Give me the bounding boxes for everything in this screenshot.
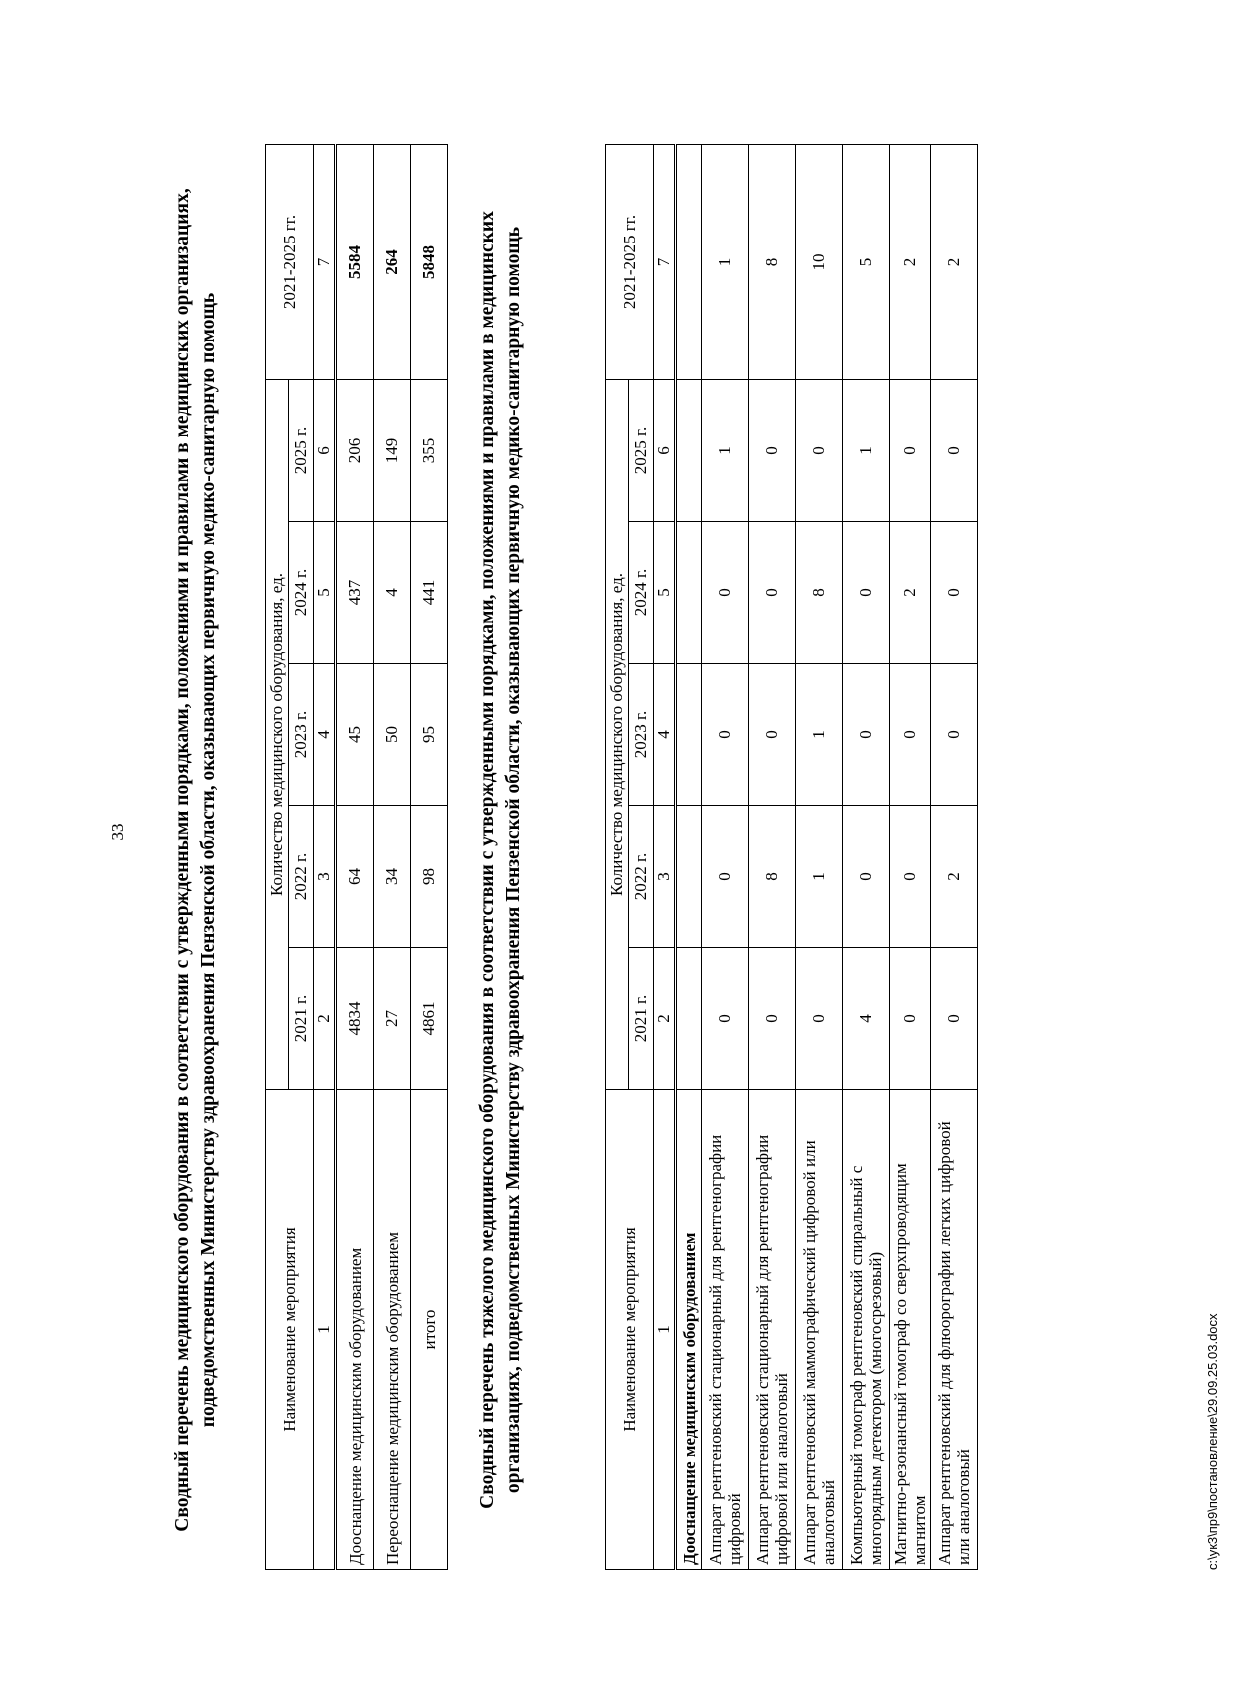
cell-total: 8 bbox=[749, 145, 796, 380]
row-name: Дооснащение медицинским оборудованием bbox=[336, 1090, 374, 1570]
row-name: итого bbox=[411, 1090, 448, 1570]
cell-value: 1 bbox=[843, 380, 890, 522]
file-path-footer: c:\ук3\пр9\постановление\29.09.25.03.docx bbox=[1205, 1313, 1220, 1570]
year-header: 2022 г. bbox=[629, 806, 654, 948]
cell-value: 0 bbox=[796, 380, 843, 522]
column-number: 2 bbox=[314, 948, 336, 1090]
cell-value: 0 bbox=[843, 522, 890, 664]
year-header: 2024 г. bbox=[289, 522, 314, 664]
cell-value: 0 bbox=[890, 806, 931, 948]
year-header: 2025 г. bbox=[629, 380, 654, 522]
cell-value: 0 bbox=[890, 380, 931, 522]
column-number: 5 bbox=[654, 522, 676, 664]
column-number: 2 bbox=[654, 948, 676, 1090]
column-group-header: Количество медицинского оборудования, ед. bbox=[606, 380, 629, 1090]
column-number: 1 bbox=[314, 1090, 336, 1570]
cell-value: 0 bbox=[843, 806, 890, 948]
cell-value: 355 bbox=[411, 380, 448, 522]
cell-value: 2 bbox=[931, 806, 978, 948]
column-number: 7 bbox=[314, 145, 336, 380]
year-header: 2025 г. bbox=[289, 380, 314, 522]
cell-value: 0 bbox=[890, 948, 931, 1090]
page-number: 33 bbox=[108, 823, 127, 841]
table-row bbox=[702, 145, 749, 1570]
table2-title: Сводный перечень тяжелого медицинского оборудования в соответствии с утвержденными порядками, положениями и правилами в медицинских организациях, подведомственных Министерству здравоохранения Пензенской области, оказывающих первичную медико-санитарную помощь bbox=[477, 211, 524, 1509]
column-number: 3 bbox=[654, 806, 676, 948]
cell-value: 0 bbox=[843, 664, 890, 806]
cell-total: 5848 bbox=[411, 145, 448, 380]
column-number: 4 bbox=[314, 664, 336, 806]
row-name: Аппарат рентгеновский стационарный для рентгенографии цифровой или аналоговый bbox=[749, 1090, 796, 1570]
cell-value: 8 bbox=[749, 806, 796, 948]
column-group-header: Количество медицинского оборудования, ед. bbox=[266, 380, 289, 1090]
equipment-summary-table bbox=[265, 144, 448, 1570]
year-header: 2022 г. bbox=[289, 806, 314, 948]
cell-total: 1 bbox=[702, 145, 749, 380]
cell-value: 2 bbox=[890, 522, 931, 664]
table-row-total bbox=[411, 145, 448, 1570]
cell-value: 45 bbox=[336, 664, 374, 806]
column-number: 4 bbox=[654, 664, 676, 806]
cell-value: 4 bbox=[374, 522, 411, 664]
cell-value: 0 bbox=[702, 948, 749, 1090]
section-row bbox=[676, 145, 702, 1570]
row-name: Магнитно-резонансный томограф со сверхпроводящим магнитом bbox=[890, 1090, 931, 1570]
cell-value: 149 bbox=[374, 380, 411, 522]
cell-value: 0 bbox=[749, 664, 796, 806]
cell-value: 441 bbox=[411, 522, 448, 664]
column-number: 7 bbox=[654, 145, 676, 380]
column-number: 1 bbox=[654, 1090, 676, 1570]
cell-value: 27 bbox=[374, 948, 411, 1090]
cell-value: 0 bbox=[702, 522, 749, 664]
cell-value: 0 bbox=[749, 380, 796, 522]
row-name: Аппарат рентгеновский стационарный для рентгенографии цифровой bbox=[702, 1090, 749, 1570]
table-row bbox=[336, 145, 374, 1570]
cell-total: 264 bbox=[374, 145, 411, 380]
cell-value: 437 bbox=[336, 522, 374, 664]
cell-total: 2 bbox=[931, 145, 978, 380]
column-header-name: Наименование мероприятия bbox=[606, 1090, 654, 1570]
column-number: 6 bbox=[654, 380, 676, 522]
row-name: Аппарат рентгеновский для флюорографии легких цифровой или аналоговый bbox=[931, 1090, 978, 1570]
row-name: Компьютерный томограф рентгеновский спиральный с многорядным детектором (многосрезовый) bbox=[843, 1090, 890, 1570]
table-row bbox=[374, 145, 411, 1570]
cell-value: 1 bbox=[796, 664, 843, 806]
table-row bbox=[890, 145, 931, 1570]
cell-value: 0 bbox=[931, 664, 978, 806]
cell-value: 8 bbox=[796, 522, 843, 664]
rotated-page-content bbox=[165, 130, 1255, 1590]
heavy-equipment-summary-table bbox=[605, 144, 978, 1570]
cell-value: 0 bbox=[796, 948, 843, 1090]
cell-value: 0 bbox=[749, 522, 796, 664]
cell-value: 95 bbox=[411, 664, 448, 806]
column-header-total: 2021-2025 гг. bbox=[606, 145, 654, 380]
row-name: Аппарат рентгеновский маммографический цифровой или аналоговый bbox=[796, 1090, 843, 1570]
year-header: 2021 г. bbox=[289, 948, 314, 1090]
cell-value: 1 bbox=[796, 806, 843, 948]
row-name: Переоснащение медицинским оборудованием bbox=[374, 1090, 411, 1570]
cell-value: 0 bbox=[890, 664, 931, 806]
cell-value: 0 bbox=[749, 948, 796, 1090]
cell-total: 10 bbox=[796, 145, 843, 380]
column-header-total: 2021-2025 гг. bbox=[266, 145, 314, 380]
table-row bbox=[931, 145, 978, 1570]
column-number: 5 bbox=[314, 522, 336, 664]
cell-value: 64 bbox=[336, 806, 374, 948]
section-title: Дооснащение медицинским оборудованием bbox=[676, 1090, 702, 1570]
year-header: 2021 г. bbox=[629, 948, 654, 1090]
year-header: 2024 г. bbox=[629, 522, 654, 664]
column-number: 6 bbox=[314, 380, 336, 522]
cell-total: 5584 bbox=[336, 145, 374, 380]
cell-value: 4 bbox=[843, 948, 890, 1090]
cell-value: 50 bbox=[374, 664, 411, 806]
column-number: 3 bbox=[314, 806, 336, 948]
cell-value: 0 bbox=[931, 948, 978, 1090]
cell-value: 206 bbox=[336, 380, 374, 522]
cell-value: 34 bbox=[374, 806, 411, 948]
table-row bbox=[796, 145, 843, 1570]
cell-value: 0 bbox=[931, 380, 978, 522]
table1-title: Сводный перечень медицинского оборудования в соответствии с утвержденными порядками, положениями и правилами в медицинских организациях, подведомственных Министерству здравоохранения Пензенской области, оказывающих первичную медико-санитарную помощь bbox=[172, 188, 219, 1532]
year-header: 2023 г. bbox=[629, 664, 654, 806]
column-header-name: Наименование мероприятия bbox=[266, 1090, 314, 1570]
cell-value: 4834 bbox=[336, 948, 374, 1090]
cell-value: 98 bbox=[411, 806, 448, 948]
table-row bbox=[749, 145, 796, 1570]
cell-value: 0 bbox=[702, 664, 749, 806]
cell-value: 4861 bbox=[411, 948, 448, 1090]
cell-total: 5 bbox=[843, 145, 890, 380]
year-header: 2023 г. bbox=[289, 664, 314, 806]
cell-value: 0 bbox=[931, 522, 978, 664]
cell-total: 2 bbox=[890, 145, 931, 380]
cell-value: 1 bbox=[702, 380, 749, 522]
cell-value: 0 bbox=[702, 806, 749, 948]
table-row bbox=[843, 145, 890, 1570]
